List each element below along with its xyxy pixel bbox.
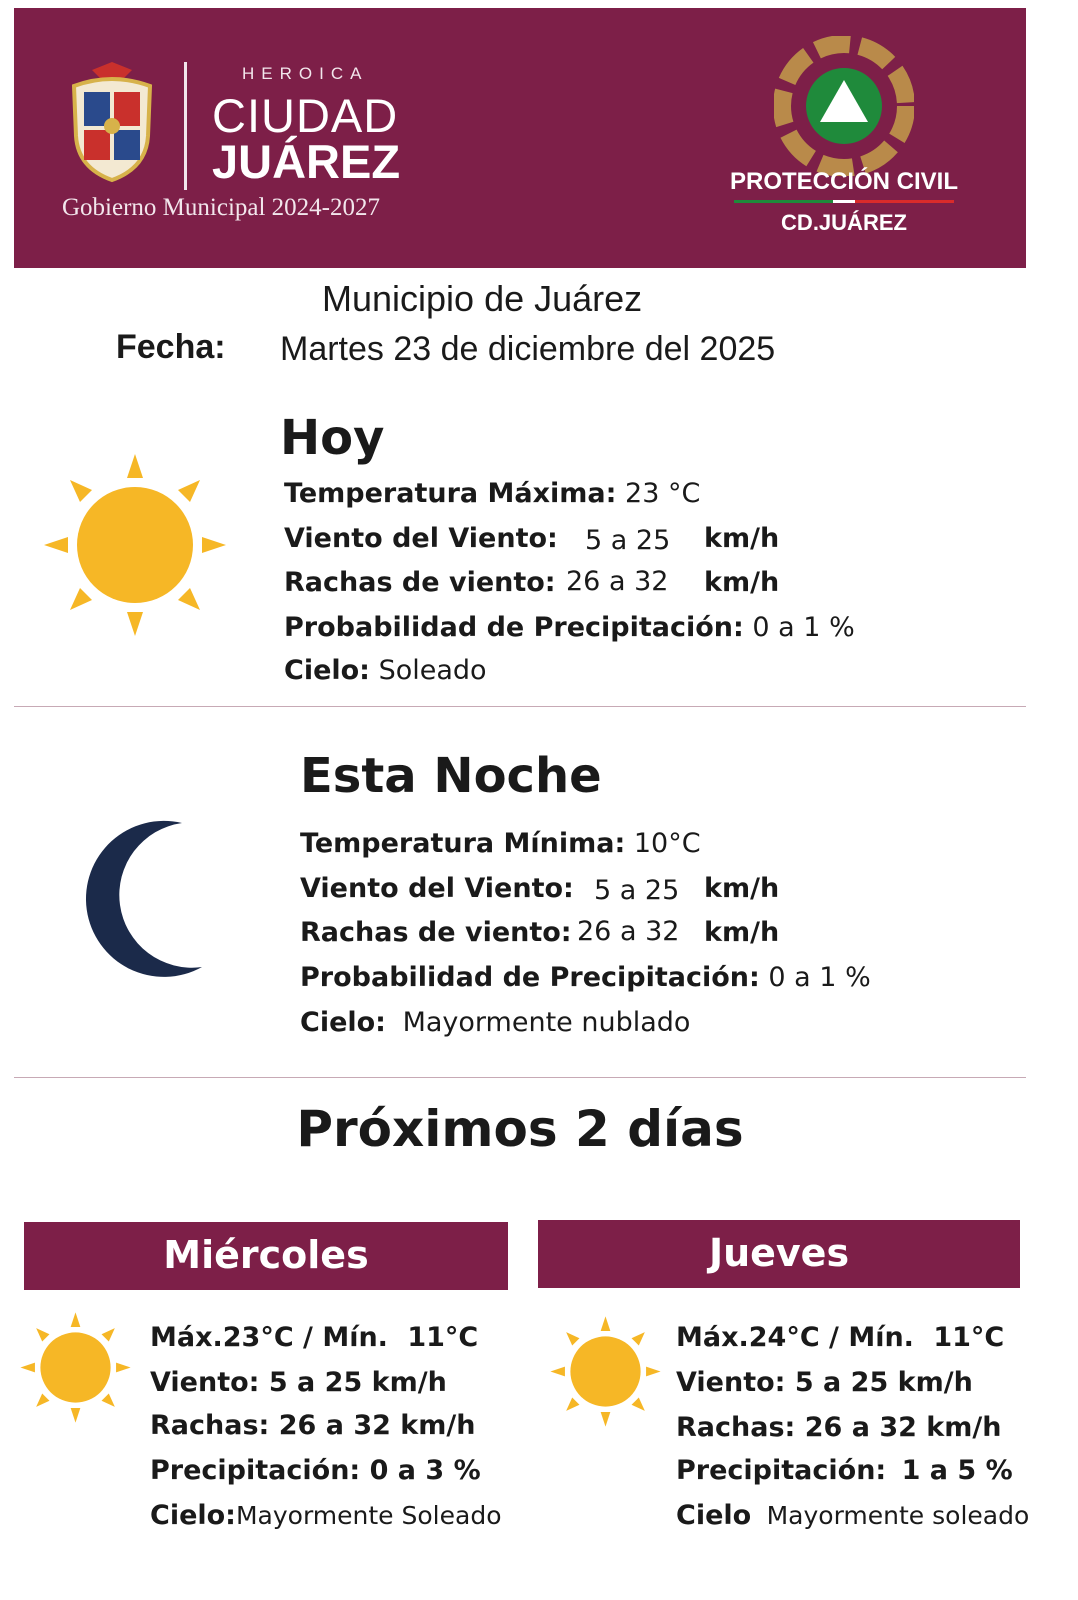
hoy-rachas-row [284, 567, 556, 598]
jueves-rachas-row [676, 1412, 1001, 1443]
jueves-min-label: Mín. [848, 1322, 914, 1353]
proteccion-civil-stripe [734, 200, 954, 203]
noche-title: Esta Noche [300, 748, 602, 804]
hoy-viento-label: Viento del Viento: [284, 523, 558, 554]
miercoles-viento-value: 5 a 25 km/h [268, 1367, 447, 1398]
header-banner [14, 8, 1026, 268]
jueves-rachas-label: Rachas: [676, 1412, 796, 1443]
miercoles-viento-label: Viento: [150, 1367, 260, 1398]
hoy-cielo-label: Cielo: [284, 655, 370, 686]
hoy-cielo-row [284, 655, 487, 686]
miercoles-precip-value: 0 a 3 % [369, 1455, 481, 1486]
noche-temp-min-value: 10°C [633, 828, 701, 859]
noche-viento-label: Viento del Viento: [300, 873, 574, 904]
sun-icon [18, 1310, 133, 1425]
proteccion-civil-logo [774, 36, 914, 176]
miercoles-cielo-value: Mayormente Soleado [235, 1501, 502, 1530]
fecha-label: Fecha: [116, 328, 226, 366]
miercoles-cielo-row [150, 1500, 502, 1531]
noche-rachas-value: 26 a 32 [577, 916, 680, 947]
noche-cielo-value: Mayormente nublado [402, 1007, 691, 1038]
miercoles-precip-label: Precipitación: [150, 1455, 361, 1486]
jueves-min-value: 11°C [933, 1322, 1005, 1353]
municipio-title: Municipio de Juárez [322, 278, 643, 319]
hoy-title: Hoy [280, 410, 385, 466]
day-header-miercoles: Miércoles [24, 1222, 508, 1290]
noche-rachas-unit: km/h [704, 917, 780, 948]
noche-precip-label: Probabilidad de Precipitación: [300, 962, 760, 993]
noche-cielo-label: Cielo: [300, 1007, 386, 1038]
noche-precip-row [300, 962, 871, 993]
miercoles-temp-row [150, 1322, 478, 1353]
noche-rachas-label: Rachas de viento: [300, 917, 572, 948]
heroica-text: HEROICA [242, 64, 369, 83]
jueves-cielo-value: Mayormente soleado [766, 1501, 1030, 1530]
city-crest-logo [62, 58, 162, 188]
jueves-max-label: Máx. [676, 1322, 749, 1353]
noche-viento-unit: km/h [704, 873, 780, 904]
jueves-cielo-row [676, 1500, 1029, 1531]
fecha-value: Martes 23 de diciembre del 2025 [280, 330, 776, 368]
jueves-viento-row [676, 1367, 973, 1398]
jueves-cielo-label: Cielo [676, 1500, 752, 1531]
ciudad-text: CIUDAD [212, 89, 399, 142]
hoy-precip-row [284, 612, 855, 643]
hoy-rachas-label: Rachas de viento: [284, 567, 556, 598]
miercoles-min-value: 11°C [407, 1322, 479, 1353]
jueves-precip-row [676, 1455, 1013, 1486]
jueves-rachas-value: 26 a 32 km/h [804, 1412, 1002, 1443]
sun-icon [548, 1314, 663, 1429]
hoy-precip-label: Probabilidad de Precipitación: [284, 612, 744, 643]
jueves-precip-label: Precipitación: [676, 1455, 887, 1486]
miercoles-rachas-row [150, 1410, 475, 1441]
gobierno-municipal-text: Gobierno Municipal 2024-2027 [62, 194, 381, 221]
noche-viento-row [300, 873, 574, 904]
miercoles-rachas-label: Rachas: [150, 1410, 270, 1441]
hoy-cielo-value: Soleado [378, 655, 487, 686]
noche-precip-value: 0 a 1 % [768, 962, 871, 993]
miercoles-precip-row [150, 1455, 481, 1486]
miercoles-rachas-value: 26 a 32 km/h [278, 1410, 476, 1441]
juarez-text: JUÁREZ [212, 135, 401, 188]
jueves-temp-separator: / [819, 1322, 849, 1353]
hoy-precip-value: 0 a 1 % [752, 612, 855, 643]
section-divider [14, 1077, 1026, 1078]
noche-temp-min-row [300, 828, 701, 859]
jueves-viento-value: 5 a 25 km/h [794, 1367, 973, 1398]
noche-cielo-row [300, 1007, 690, 1038]
sun-icon [40, 450, 230, 640]
section-divider [14, 706, 1026, 707]
proteccion-civil-subtitle: CD.JUÁREZ [781, 210, 907, 235]
hoy-viento-row [284, 523, 558, 554]
jueves-viento-label: Viento: [676, 1367, 786, 1398]
miercoles-temp-separator: / [293, 1322, 323, 1353]
noche-rachas-row [300, 917, 572, 948]
hoy-temp-max-label: Temperatura Máxima: [284, 478, 617, 509]
day-header-jueves: Jueves [538, 1220, 1020, 1288]
proximos-title: Próximos 2 días [296, 1100, 744, 1158]
miercoles-cielo-label: Cielo: [150, 1500, 236, 1531]
hoy-rachas-value: 26 a 32 [566, 566, 669, 597]
hoy-temp-max-value: 23 °C [625, 478, 701, 509]
miercoles-min-label: Mín. [322, 1322, 388, 1353]
hoy-viento-value: 5 a 25 [585, 525, 671, 556]
jueves-precip-value: 1 a 5 % [901, 1455, 1013, 1486]
miercoles-max-label: Máx. [150, 1322, 223, 1353]
proteccion-civil-title: PROTECCIÓN CIVIL [729, 168, 958, 195]
moon-icon [70, 815, 220, 985]
jueves-temp-row [676, 1322, 1004, 1353]
header-divider [184, 62, 187, 190]
jueves-max-value: 24°C [748, 1322, 820, 1353]
hoy-temp-max-row [284, 478, 700, 509]
miercoles-max-value: 23°C [222, 1322, 294, 1353]
hoy-rachas-unit: km/h [704, 567, 780, 598]
noche-viento-value: 5 a 25 [594, 875, 680, 906]
miercoles-viento-row [150, 1367, 447, 1398]
noche-temp-min-label: Temperatura Mínima: [300, 828, 626, 859]
hoy-viento-unit: km/h [704, 523, 780, 554]
